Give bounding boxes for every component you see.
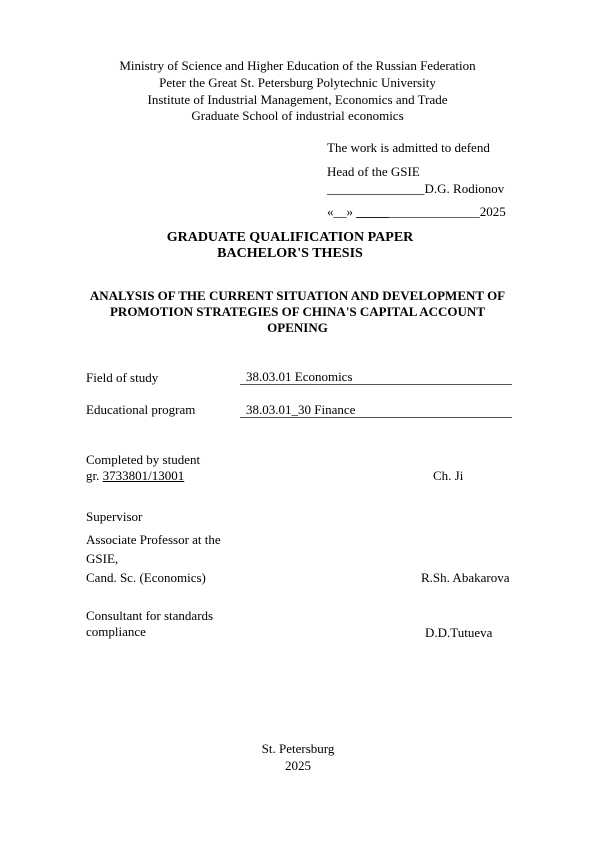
program-label: Educational program [86,402,196,417]
field-of-study-label: Field of study [86,370,159,385]
supervisor-degree: Cand. Sc. (Economics) [86,570,206,585]
date-month-year: ______________2025 [388,204,506,219]
year: 2025 [285,758,311,773]
admitted-to-defend: The work is admitted to defend [327,140,490,155]
program-value: 38.03.01_30 Finance [246,402,356,417]
student-group [86,468,184,484]
group-prefix: gr. [86,468,103,483]
head-of-gsie: Head of the GSIE [327,164,420,179]
topic-line-2: PROMOTION STRATEGIES OF CHINA'S CAPITAL ACCOUNT [109,304,485,319]
graduate-school-line: Graduate School of industrial economics [191,108,404,123]
student-name: Ch. Ji [433,468,464,483]
completed-by-label: Completed by student [86,452,201,467]
head-signature-line: _______________D.G. Rodionov [327,181,505,196]
institute-line: Institute of Industrial Management, Economics and Trade [147,92,448,107]
paper-type-title: GRADUATE QUALIFICATION PAPER [166,230,414,245]
consultant-label-line-2: compliance [86,624,146,639]
topic-line-3: OPENING [267,320,328,335]
field-of-study-underline [240,384,512,385]
supervisor-name: R.Sh. Abakarova [421,570,510,585]
field-of-study-value: 38.03.01 Economics [246,369,353,384]
admission-date [327,204,506,220]
date-day: «__» [327,204,353,219]
supervisor-position-line-1: Associate Professor at the [86,532,221,547]
date-blank: _____ [356,204,389,219]
topic-line-1: ANALYSIS OF THE CURRENT SITUATION AND DEVELOPMENT OF [89,288,506,303]
supervisor-heading: Supervisor [86,509,143,524]
group-number: 3733801/13001 [102,468,185,483]
university-line: Peter the Great St. Petersburg Polytechnic University [159,75,436,90]
supervisor-position-line-2: GSIE, [86,551,119,566]
consultant-name: D.D.Tutueva [425,625,493,640]
city: St. Petersburg [261,741,335,756]
consultant-label-line-1: Consultant for standards [86,608,214,623]
thesis-type-title: BACHELOR'S THESIS [217,246,363,261]
program-underline [240,417,512,418]
ministry-line: Ministry of Science and Higher Education of the Russian Federation [119,58,476,73]
